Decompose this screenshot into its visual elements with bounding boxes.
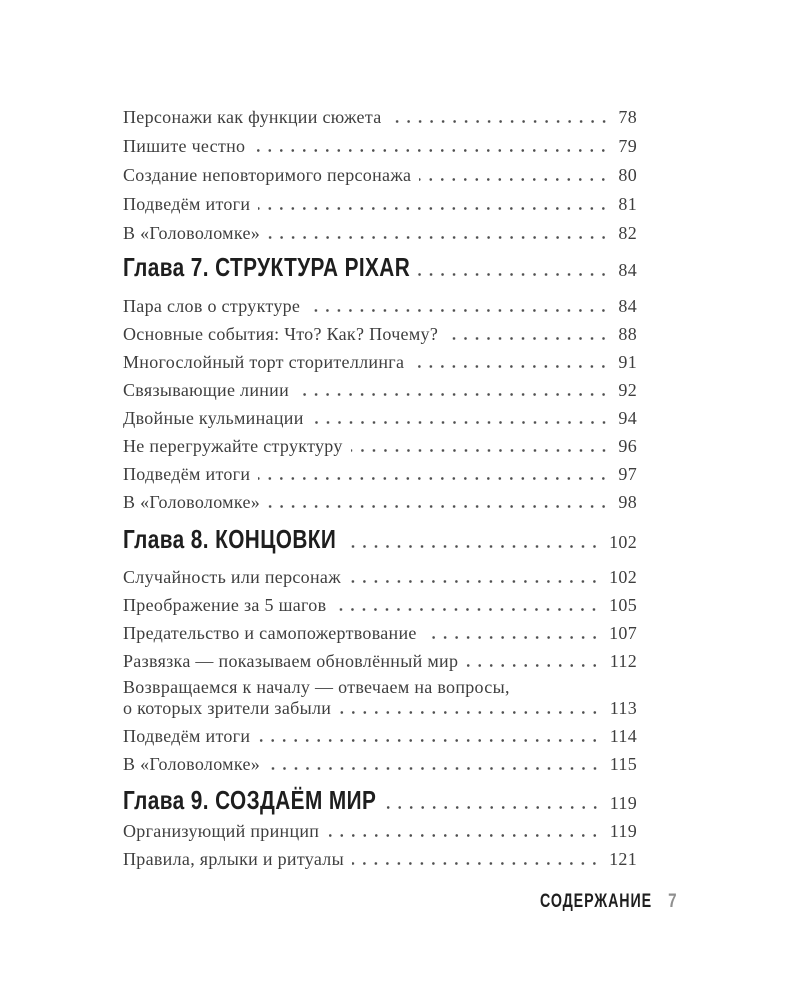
dot-leader <box>268 236 609 239</box>
dot-leader <box>297 393 609 396</box>
toc-entry <box>123 106 637 128</box>
dot-leader <box>344 545 600 548</box>
chapter-heading-title: Глава 9. СОЗДАЁМ МИР <box>123 785 377 815</box>
entry-title: Персонажи как функции сюжета <box>123 107 382 127</box>
dot-leader <box>419 178 609 181</box>
entry-title: Предательство и самопожертвование <box>123 623 417 643</box>
footer-section-title: СОДЕРЖАНИЕ <box>540 891 653 912</box>
entry-page-number: 79 <box>618 136 637 156</box>
chapter-heading <box>123 524 637 554</box>
entry-row <box>123 622 637 644</box>
entry-page-number: 107 <box>609 623 637 643</box>
entry-title: Подведём итоги <box>123 194 251 214</box>
entry-row <box>123 295 637 317</box>
entry-row <box>123 848 637 870</box>
chapter-heading-title: Глава 8. КОНЦОВКИ <box>123 524 337 554</box>
chapter-heading <box>123 785 637 815</box>
dot-leader <box>334 608 600 611</box>
entry-row <box>123 222 637 244</box>
entry-title: Основные события: Что? Как? Почему? <box>123 324 439 344</box>
entry-page-number: 81 <box>618 194 637 214</box>
entry-row <box>123 164 637 186</box>
entry-title: Связывающие линии <box>123 380 290 400</box>
entry-title: о которых зрители забыли <box>123 698 332 718</box>
entry-title: Создание неповторимого персонажа <box>123 165 412 185</box>
entry-row <box>123 463 637 485</box>
entry-row <box>123 753 637 775</box>
toc-entry <box>123 222 637 244</box>
entry-row <box>123 407 637 429</box>
dot-leader <box>384 806 601 809</box>
entry-row <box>123 725 637 747</box>
entry-title: Многослойный торт сторителлинга <box>123 352 405 372</box>
entry-page-number: 96 <box>618 436 637 456</box>
entry-title: В «Головоломке» <box>123 223 261 243</box>
toc-entry <box>123 491 637 513</box>
entry-row <box>123 650 637 672</box>
entry-title-line: Возвращаемся к началу — отвечаем на вопросы, <box>123 677 510 697</box>
dot-leader <box>253 149 609 152</box>
dot-leader <box>390 120 610 123</box>
entry-title: Не перегружайте структуру <box>123 436 343 456</box>
dot-leader <box>425 636 600 639</box>
toc-entry <box>123 678 637 719</box>
toc-section <box>123 106 637 244</box>
toc-entry <box>123 753 637 775</box>
dot-leader <box>258 477 609 480</box>
chapter-page-number: 102 <box>609 532 637 552</box>
dot-leader <box>268 767 601 770</box>
entry-page-number: 105 <box>609 595 637 615</box>
toc-entry <box>123 164 637 186</box>
entry-page-number: 91 <box>618 352 637 372</box>
entry-row <box>123 566 637 588</box>
entry-page-number: 84 <box>618 296 637 316</box>
toc <box>123 106 637 876</box>
entry-page-number: 97 <box>618 464 637 484</box>
entry-page-number: 88 <box>618 324 637 344</box>
page-footer <box>0 891 677 913</box>
entry-title: Двойные кульминации <box>123 408 304 428</box>
dot-leader <box>446 337 609 340</box>
entry-page-number: 92 <box>618 380 637 400</box>
toc-section <box>123 524 637 775</box>
dot-leader <box>418 273 609 276</box>
entry-row <box>123 106 637 128</box>
entry-row <box>123 697 637 719</box>
entry-title: Преображение за 5 шагов <box>123 595 327 615</box>
entry-page-number: 114 <box>609 726 637 746</box>
entry-page-number: 94 <box>618 408 637 428</box>
entry-row <box>123 491 637 513</box>
entry-row <box>123 323 637 345</box>
entry-row <box>123 351 637 373</box>
entry-title: Подведём итоги <box>123 726 251 746</box>
dot-leader <box>258 207 609 210</box>
toc-entry <box>123 594 637 616</box>
entry-row <box>123 193 637 215</box>
entry-page-number: 98 <box>618 492 637 512</box>
entry-title: Развязка — показываем обновлённый мир <box>123 651 459 671</box>
toc-section <box>123 252 637 513</box>
dot-leader <box>339 711 601 714</box>
dot-leader <box>352 862 600 865</box>
entry-page-number: 115 <box>609 754 637 774</box>
toc-entry <box>123 407 637 429</box>
dot-leader <box>312 421 610 424</box>
toc-entry <box>123 725 637 747</box>
entry-page-number: 80 <box>618 165 637 185</box>
toc-entry <box>123 820 637 842</box>
dot-leader <box>327 834 601 837</box>
entry-page-number: 82 <box>618 223 637 243</box>
entry-title: Случайность или персонаж <box>123 567 341 587</box>
dot-leader <box>412 365 609 368</box>
entry-title: Организующий принцип <box>123 821 320 841</box>
entry-page-number: 78 <box>618 107 637 127</box>
entry-page-number: 102 <box>609 567 637 587</box>
chapter-heading-title: Глава 7. СТРУКТУРА PIXAR <box>123 252 411 282</box>
entry-page-number: 112 <box>609 651 637 671</box>
entry-row <box>123 135 637 157</box>
toc-entry <box>123 379 637 401</box>
entry-title: В «Головоломке» <box>123 754 261 774</box>
dot-leader <box>258 739 600 742</box>
toc-entry <box>123 323 637 345</box>
toc-entry <box>123 848 637 870</box>
toc-entry <box>123 463 637 485</box>
toc-entry <box>123 622 637 644</box>
entry-page-number: 121 <box>609 849 637 869</box>
entry-title: Пара слов о структуре <box>123 296 301 316</box>
toc-entry <box>123 435 637 457</box>
toc-entry <box>123 295 637 317</box>
footer-page-number: 7 <box>668 891 677 912</box>
toc-entry <box>123 566 637 588</box>
chapter-page-number: 84 <box>618 260 637 280</box>
entry-row <box>123 820 637 842</box>
entry-row <box>123 435 637 457</box>
toc-entry <box>123 135 637 157</box>
entry-page-number: 119 <box>609 821 637 841</box>
toc-section <box>123 785 637 870</box>
entry-title: Подведём итоги <box>123 464 251 484</box>
entry-title: В «Головоломке» <box>123 492 261 512</box>
chapter-heading <box>123 252 637 282</box>
entry-page-number: 113 <box>609 698 637 718</box>
dot-leader <box>466 664 600 667</box>
entry-title: Правила, ярлыки и ритуалы <box>123 849 344 869</box>
dot-leader <box>268 505 609 508</box>
dot-leader <box>308 309 609 312</box>
dot-leader <box>349 580 600 583</box>
entry-title: Пишите честно <box>123 136 246 156</box>
toc-entry <box>123 193 637 215</box>
toc-entry <box>123 650 637 672</box>
entry-row <box>123 379 637 401</box>
toc-entry <box>123 351 637 373</box>
dot-leader <box>351 449 610 452</box>
entry-row <box>123 594 637 616</box>
chapter-page-number: 119 <box>609 793 637 813</box>
